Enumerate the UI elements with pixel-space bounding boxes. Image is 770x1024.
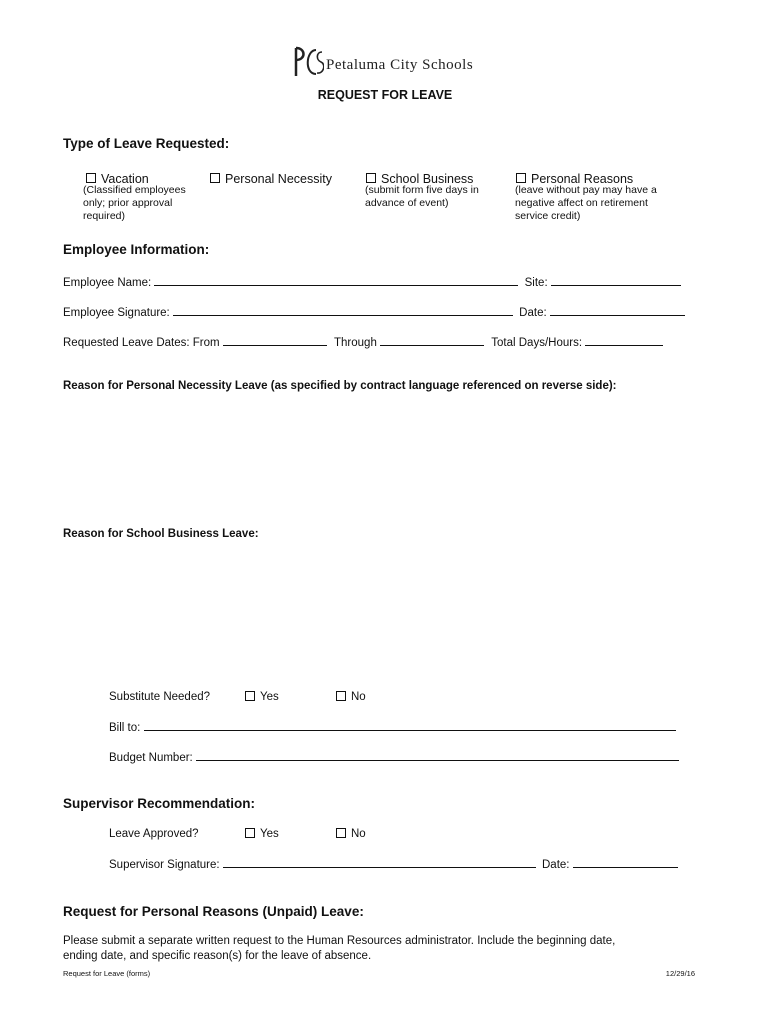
leave-approved-label: Leave Approved? [109, 828, 199, 840]
page-title: REQUEST FOR LEAVE [317, 88, 453, 102]
supervisor-heading: Supervisor Recommendation: [63, 796, 256, 811]
footer-form-name: Request for Leave (forms) [63, 969, 151, 978]
leave-option-personal-reasons[interactable]: Personal Reasons [516, 170, 633, 188]
district-name: Petaluma City Schools [326, 57, 474, 73]
pcs-monogram-icon [294, 46, 324, 78]
employee-name-row: Employee Name: Site: [63, 275, 681, 289]
employee-info-heading: Employee Information: [63, 242, 210, 257]
checkbox-icon[interactable] [336, 691, 346, 701]
personal-reasons-note: (leave without pay may have a negative affect on retirement service credit) [515, 184, 657, 222]
school-business-note: (submit form five days in advance of event) [365, 184, 479, 209]
checkbox-icon[interactable] [210, 173, 220, 183]
approved-no[interactable]: No [336, 828, 366, 840]
checkbox-icon[interactable] [86, 173, 96, 183]
school-business-heading: Reason for School Business Leave: [63, 528, 259, 540]
supervisor-signature-row: Supervisor Signature: Date: [109, 857, 678, 871]
substitute-no[interactable]: No [336, 691, 366, 703]
supervisor-date-field[interactable] [573, 857, 678, 868]
checkbox-icon[interactable] [245, 691, 255, 701]
through-date-field[interactable] [380, 335, 484, 346]
employee-signature-field[interactable] [173, 305, 513, 316]
personal-necessity-heading: Reason for Personal Necessity Leave (as specified by contract language referenced on reverse side): [63, 380, 617, 392]
checkbox-icon[interactable] [336, 828, 346, 838]
footer-date: 12/29/16 [665, 969, 695, 978]
approved-yes[interactable]: Yes [245, 828, 279, 840]
employee-signature-row: Employee Signature: Date: [63, 305, 685, 319]
district-logo [294, 46, 484, 78]
budget-number-field[interactable] [196, 750, 679, 761]
site-field[interactable] [551, 275, 681, 286]
bill-to-row: Bill to: [109, 720, 676, 734]
unpaid-leave-instructions: Please submit a separate written request to the Human Resources administrator. Include the beginning date, ending date, and specific reason(s) for the leave of absence. [63, 935, 616, 962]
budget-number-row: Budget Number: [109, 750, 679, 764]
leave-option-vacation[interactable]: Vacation [86, 170, 149, 188]
substitute-label: Substitute Needed? [109, 691, 211, 703]
employee-name-field[interactable] [154, 275, 518, 286]
bill-to-field[interactable] [144, 720, 676, 731]
supervisor-signature-field[interactable] [223, 857, 536, 868]
employee-date-field[interactable] [550, 305, 685, 316]
leave-option-school-business[interactable]: School Business [366, 170, 473, 188]
personal-necessity-reason-area[interactable] [63, 398, 703, 518]
vacation-note: (Classified employees only; prior approval required) [83, 184, 186, 222]
substitute-yes[interactable]: Yes [245, 691, 279, 703]
checkbox-icon[interactable] [366, 173, 376, 183]
leave-dates-row: Requested Leave Dates: From Through Total Days/Hours: [63, 335, 663, 349]
checkbox-icon[interactable] [245, 828, 255, 838]
from-date-field[interactable] [223, 335, 327, 346]
leave-type-heading: Type of Leave Requested: [63, 136, 230, 151]
unpaid-leave-heading: Request for Personal Reasons (Unpaid) Leave: [63, 904, 364, 919]
leave-option-personal-necessity[interactable]: Personal Necessity [210, 170, 332, 188]
checkbox-icon[interactable] [516, 173, 526, 183]
school-business-reason-area[interactable] [63, 546, 703, 676]
total-days-field[interactable] [585, 335, 663, 346]
